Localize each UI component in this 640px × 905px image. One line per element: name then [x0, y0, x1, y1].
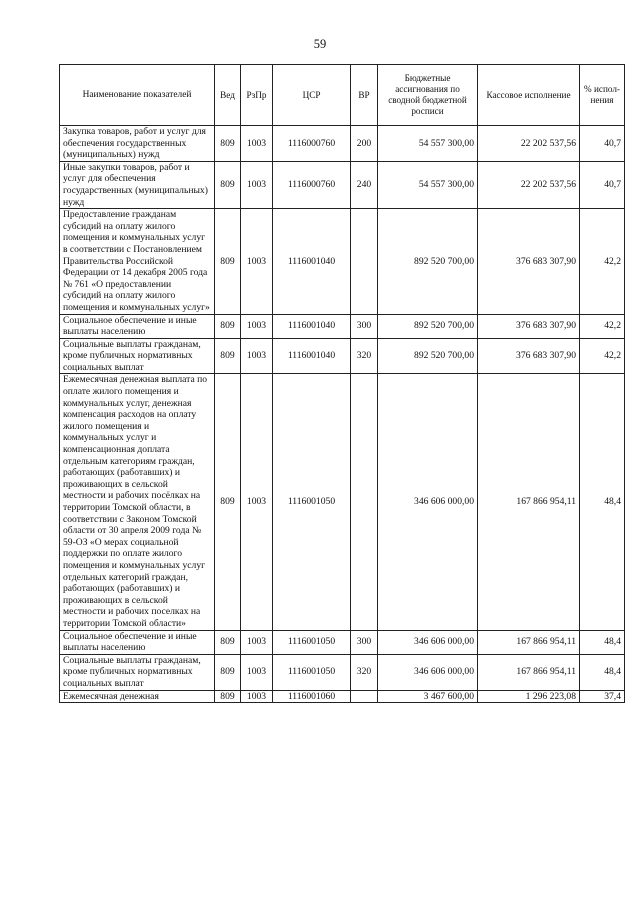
- table-row: [60, 374, 625, 630]
- row-csr: 1116001050: [273, 654, 351, 690]
- row-rzpr: 1003: [241, 630, 273, 654]
- row-rzpr: 1003: [241, 161, 273, 208]
- row-percent: 48,4: [580, 654, 625, 690]
- row-ved: 809: [215, 314, 241, 338]
- row-ved: 809: [215, 630, 241, 654]
- table-row: [60, 690, 625, 703]
- header-rzpr: РзПр: [241, 65, 273, 126]
- row-cash: 167 866 954,11: [478, 630, 580, 654]
- header-vr: ВР: [351, 65, 378, 126]
- row-ved: 809: [215, 654, 241, 690]
- row-rzpr: 1003: [241, 209, 273, 314]
- row-assigned: 54 557 300,00: [378, 126, 478, 162]
- row-name: Социальные выплаты гражданам, кроме публичных нормативных социальных выплат: [60, 338, 215, 374]
- row-name: Социальное обеспечение и иные выплаты населению: [60, 630, 215, 654]
- table-header-row: [60, 65, 625, 126]
- table-row: [60, 209, 625, 314]
- budget-execution-table: [59, 64, 625, 703]
- row-assigned: 54 557 300,00: [378, 161, 478, 208]
- table-row: [60, 314, 625, 338]
- row-rzpr: 1003: [241, 690, 273, 703]
- row-assigned: 346 606 000,00: [378, 654, 478, 690]
- page-number: 59: [313, 37, 327, 51]
- row-cash: 22 202 537,56: [478, 161, 580, 208]
- row-vr: 200: [351, 126, 378, 162]
- header-percent: % испол-нения: [580, 65, 625, 126]
- row-vr: [351, 209, 378, 314]
- row-cash: 167 866 954,11: [478, 654, 580, 690]
- header-name: Наименование показателей: [60, 65, 215, 126]
- row-assigned: 346 606 000,00: [378, 374, 478, 630]
- row-percent: 42,2: [580, 338, 625, 374]
- row-percent: 37,4: [580, 690, 625, 703]
- row-assigned: 892 520 700,00: [378, 338, 478, 374]
- row-csr: 1116000760: [273, 161, 351, 208]
- row-ved: 809: [215, 338, 241, 374]
- row-vr: 320: [351, 654, 378, 690]
- row-percent: 40,7: [580, 161, 625, 208]
- header-ved: Вед: [215, 65, 241, 126]
- table-row: [60, 338, 625, 374]
- row-rzpr: 1003: [241, 338, 273, 374]
- row-percent: 48,4: [580, 374, 625, 630]
- row-ved: 809: [215, 126, 241, 162]
- table-row: [60, 126, 625, 162]
- row-csr: 1116001060: [273, 690, 351, 703]
- row-vr: 240: [351, 161, 378, 208]
- row-csr: 1116000760: [273, 126, 351, 162]
- row-cash: 376 683 307,90: [478, 209, 580, 314]
- row-vr: 320: [351, 338, 378, 374]
- row-name: Предоставление гражданам субсидий на оплату жилого помещения и коммунальных услуг в соответствии с Постановлением Правительства Российской Федерации от 14 декабря 2005 года № 761 «О предоставлении субсидий на оплату жилого помещения и коммунальных услуг»: [60, 209, 215, 314]
- row-assigned: 892 520 700,00: [378, 314, 478, 338]
- row-cash: 376 683 307,90: [478, 338, 580, 374]
- row-rzpr: 1003: [241, 374, 273, 630]
- table-row: [60, 654, 625, 690]
- row-rzpr: 1003: [241, 126, 273, 162]
- row-name: Ежемесячная денежная выплата по оплате жилого помещения и коммунальных услуг, денежная компенсация расходов на оплату жилого помещения и коммунальных услуг и компенсационная доплата отдельным категориям граждан, работающих (работавших) и проживающих в сельской местности и рабочих посёлках на территории Томской области, в соответствии с Законом Томской области от 30 апреля 2009 года № 59-ОЗ «О мерах социальной поддержки по оплате жилого помещения и коммунальных услуг отдельных категорий граждан, работающих (работавших) и проживающих в сельской местности и рабочих поселках на территории Томской области»: [60, 374, 215, 630]
- row-name: Социальное обеспечение и иные выплаты населению: [60, 314, 215, 338]
- header-assigned: Бюджетные ассигнования по сводной бюджетной росписи: [378, 65, 478, 126]
- row-csr: 1116001040: [273, 338, 351, 374]
- row-vr: [351, 374, 378, 630]
- row-name: Иные закупки товаров, работ и услуг для обеспечения государственных (муниципальных) нужд: [60, 161, 215, 208]
- row-rzpr: 1003: [241, 654, 273, 690]
- row-ved: 809: [215, 161, 241, 208]
- row-percent: 42,2: [580, 209, 625, 314]
- row-ved: 809: [215, 374, 241, 630]
- row-name: Закупка товаров, работ и услуг для обеспечения государственных (муниципальных) нужд: [60, 126, 215, 162]
- row-rzpr: 1003: [241, 314, 273, 338]
- header-cash: Кассовое исполнение: [478, 65, 580, 126]
- row-name: Социальные выплаты гражданам, кроме публичных нормативных социальных выплат: [60, 654, 215, 690]
- row-cash: 22 202 537,56: [478, 126, 580, 162]
- row-csr: 1116001040: [273, 314, 351, 338]
- row-cash: 376 683 307,90: [478, 314, 580, 338]
- table-row: [60, 630, 625, 654]
- row-vr: [351, 690, 378, 703]
- row-csr: 1116001050: [273, 374, 351, 630]
- row-vr: 300: [351, 630, 378, 654]
- row-percent: 40,7: [580, 126, 625, 162]
- row-ved: 809: [215, 690, 241, 703]
- row-vr: 300: [351, 314, 378, 338]
- row-ved: 809: [215, 209, 241, 314]
- row-percent: 42,2: [580, 314, 625, 338]
- table-row: [60, 161, 625, 208]
- row-assigned: 346 606 000,00: [378, 630, 478, 654]
- row-cash: 1 296 223,08: [478, 690, 580, 703]
- row-assigned: 3 467 600,00: [378, 690, 478, 703]
- row-assigned: 892 520 700,00: [378, 209, 478, 314]
- row-csr: 1116001050: [273, 630, 351, 654]
- header-csr: ЦСР: [273, 65, 351, 126]
- row-percent: 48,4: [580, 630, 625, 654]
- row-cash: 167 866 954,11: [478, 374, 580, 630]
- row-name: Ежемесячная денежная: [60, 690, 215, 703]
- row-csr: 1116001040: [273, 209, 351, 314]
